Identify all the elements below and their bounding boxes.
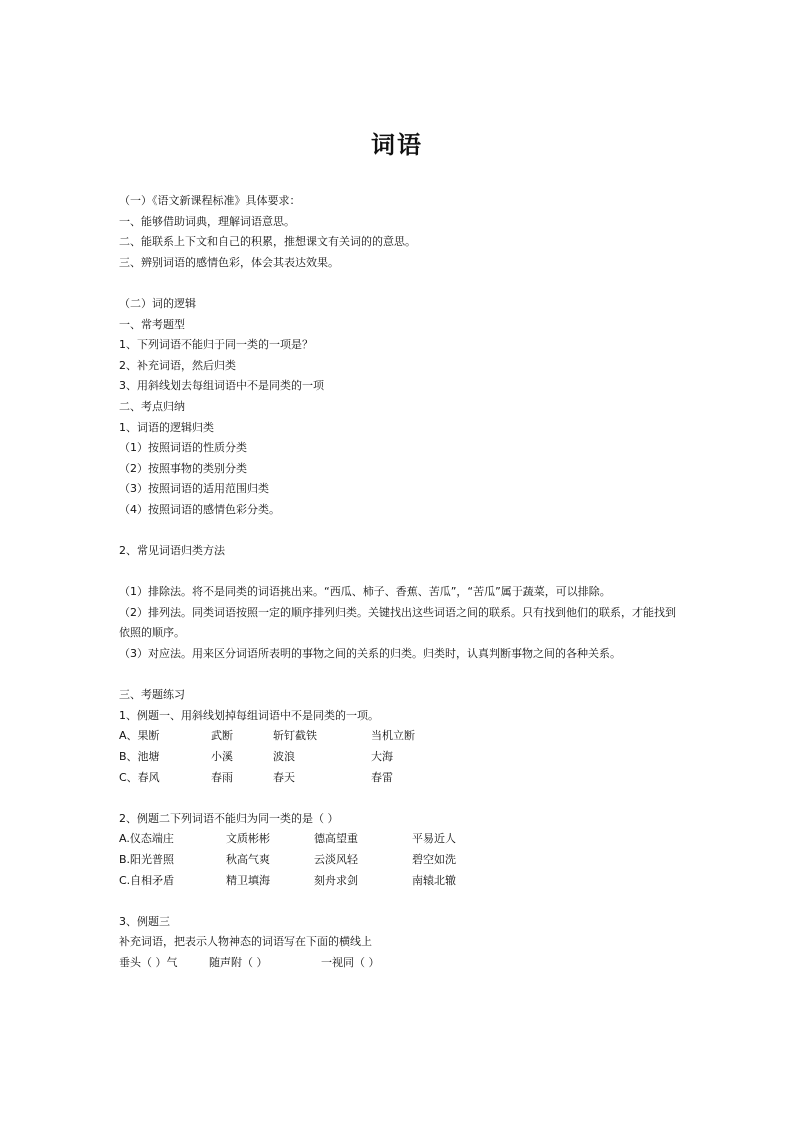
key-points-heading: 二、考点归纳 (119, 399, 185, 413)
requirement-item: 一、能够借助词典，理解词语意思。 (119, 214, 295, 228)
word-option: 云淡风轻 (314, 853, 358, 866)
word-option: 德高望重 (314, 832, 358, 846)
requirement-item: 三、辨别词语的感情色彩，体会其表达效果。 (119, 255, 339, 269)
logic-classification-heading: 1、词语的逻辑归类 (119, 420, 214, 434)
word-option: 文质彬彬 (226, 832, 270, 846)
classification-item: （1）按照词语的性质分类 (119, 441, 247, 455)
method-paragraph: （1）排除法。将不是同类的词语挑出来。“西瓜、柿子、香蕉、苦瓜”，“苦瓜”属于蔬菜，可以排除。 (119, 585, 611, 599)
example2-row (119, 871, 679, 892)
section2-heading: （二）词的逻辑 (119, 296, 196, 310)
word-option: B、池塘 (119, 750, 160, 764)
classification-item: （3）按照词语的适用范围归类 (119, 482, 269, 496)
word-option: 南辕北辙 (412, 873, 456, 887)
word-option: 斩钉截铁 (273, 729, 317, 743)
word-option: 大海 (371, 750, 393, 764)
requirement-item: 二、能联系上下文和自己的积累，推想课文有关词的的意思。 (119, 235, 416, 249)
example3-title: 3、例题三 (119, 914, 170, 928)
example2-title: 2、例题二下列词语不能归为同一类的是（ ） (119, 811, 339, 825)
method-paragraph: （3）对应法。用来区分词语所表明的事物之间的关系的归类。归类时，认真判断事物之间的各种关系。 (119, 647, 621, 661)
classification-item: （2）按照事物的类别分类 (119, 461, 247, 475)
word-option: B.阳光普照 (119, 853, 175, 866)
question-type-item: 1、下列词语不能归于同一类的一项是？ (119, 338, 313, 352)
question-type-item: 2、补充词语，然后归类 (119, 358, 236, 372)
example3-row (119, 953, 679, 974)
question-type-item: 3、用斜线划去每组词语中不是同类的一项 (119, 379, 324, 393)
word-option: 春雷 (371, 770, 393, 784)
page-title: 词语 (371, 131, 423, 159)
example1-row (119, 768, 679, 789)
word-option: 春天 (273, 770, 295, 784)
example1-row (119, 726, 679, 747)
word-option: 刻舟求剑 (314, 873, 358, 887)
fill-in-idiom: 随声附（ ） (209, 955, 268, 969)
word-option: A、果断 (119, 729, 160, 743)
fill-in-idiom: 垂头（ ）气 (119, 955, 178, 969)
question-types-heading: 一、常考题型 (119, 317, 185, 331)
word-option: C、春风 (119, 770, 160, 784)
word-option: A.仪态端庄 (119, 832, 174, 846)
example1-title: 1、例题一、用斜线划掉每组词语中不是同类的一项。 (119, 708, 379, 722)
classification-item: （4）按照词语的感情色彩分类。 (119, 502, 280, 516)
example2-row (119, 850, 679, 871)
word-option: 秋高气爽 (226, 853, 270, 866)
example2-row (119, 829, 679, 850)
method-paragraph: （2）排列法。同类词语按照一定的顺序排列归类。关键找出这些词语之间的联系。只有找到他们的联系，才能找到依照的顺序。 (119, 605, 676, 640)
word-option: 碧空如洗 (412, 853, 456, 866)
fill-in-idiom: 一视同（ ） (321, 955, 380, 969)
word-option: 春雨 (211, 770, 233, 784)
document-body (119, 191, 679, 974)
word-option: 平易近人 (412, 832, 456, 846)
word-option: 波浪 (273, 750, 295, 764)
example3-instruction: 补充词语，把表示人物神态的词语写在下面的横线上 (119, 935, 372, 949)
word-option: C.自相矛盾 (119, 873, 175, 887)
section3-heading: 三、考题练习 (119, 688, 185, 702)
word-option: 精卫填海 (226, 873, 270, 887)
example1-row (119, 747, 679, 768)
methods-heading: 2、常见词语归类方法 (119, 544, 225, 558)
word-option: 小溪 (211, 750, 233, 764)
word-option: 武断 (211, 729, 233, 743)
section1-heading: （一）《语文新课程标准》具体要求： (119, 194, 301, 207)
word-option: 当机立断 (371, 729, 415, 743)
